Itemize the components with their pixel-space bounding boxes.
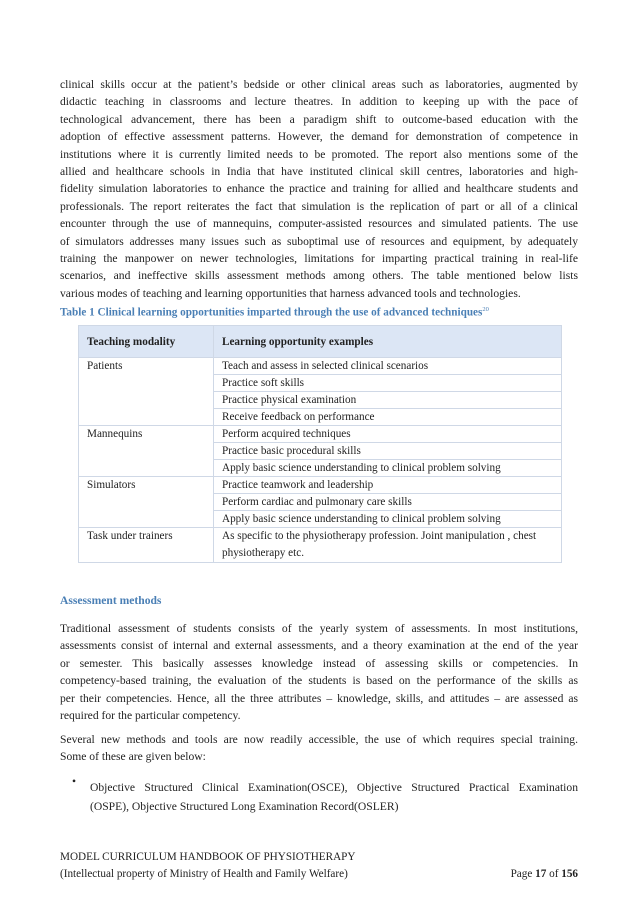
current-page: 17 (535, 868, 547, 880)
modality-cell: Mannequins (79, 426, 214, 443)
text-line: various modes of teaching and learning opportunities that harness advanced tools and technologies. (60, 286, 521, 300)
text-line: competency-based training, the evaluation of the students is based on the performance of the skills as (60, 674, 578, 688)
modality-cell-empty (79, 494, 214, 511)
table-row (79, 528, 562, 563)
table-caption (60, 306, 489, 319)
example-cell: Apply basic science understanding to clinical problem solving (214, 460, 562, 477)
text-line: technological advancement, there has been a paradigm shift to outcome-based education with the (60, 112, 578, 126)
example-cell: Apply basic science understanding to clinical problem solving (214, 511, 562, 528)
table-row (79, 443, 562, 460)
page-footer (60, 849, 578, 883)
text-line: encounter through the use of mannequins, computer-assisted resources and simulated patients. The use (60, 217, 578, 231)
example-cell: Receive feedback on performance (214, 409, 562, 426)
table-row (79, 494, 562, 511)
text-line: scenarios, and ineffective skills assessment methods among others. The table mentioned below lists (60, 269, 578, 283)
text-line: or semester. This basically assesses knowledge instead of assessing skills or competencies. In (60, 656, 578, 670)
text-line: institutions where it is currently limited needs to be promoted. The report also mentions some of the (60, 147, 578, 161)
footer-title: MODEL CURRICULUM HANDBOOK OF PHYSIOTHERAPY (60, 851, 356, 863)
text-line: of simulators addresses many issues such as suboptimal use of resources and equipment, by adequately (60, 234, 578, 248)
text-line: (OSPE), Objective Structured Long Examination Record(OSLER) (90, 800, 399, 813)
example-cell: Practice teamwork and leadership (214, 477, 562, 494)
modality-cell-empty (79, 511, 214, 528)
bullet-item (90, 778, 578, 816)
bullet-symbol: • (72, 775, 77, 788)
table-row (79, 392, 562, 409)
text-line: Traditional assessment of students consists of the yearly system of assessments. In most institutions, (60, 622, 578, 635)
modality-cell-empty (79, 392, 214, 409)
text-line: clinical skills occur at the patient’s bedside or other clinical areas such as laboratories, augmented by (60, 78, 578, 91)
modality-cell: Simulators (79, 477, 214, 494)
modality-cell: Task under trainers (79, 528, 214, 563)
header-learning-opportunity: Learning opportunity examples (214, 326, 562, 358)
table-row (79, 375, 562, 392)
table-row (79, 426, 562, 443)
assessment-paragraph-2 (60, 731, 578, 766)
example-cell: Practice soft skills (214, 375, 562, 392)
text-line: training the manpower on newer technologies, limitations for imparting practical training in real-life (60, 252, 578, 266)
table-row (79, 477, 562, 494)
of-word: of (549, 868, 559, 880)
text-line: Several new methods and tools are now readily accessible, the use of which requires special training. (60, 733, 578, 746)
modality-cell-empty (79, 375, 214, 392)
text-line: Objective Structured Clinical Examination(OSCE), Objective Structured Practical Examination (90, 781, 578, 794)
page-number (511, 866, 578, 883)
table-row (79, 460, 562, 477)
assessment-methods-heading: Assessment methods (60, 594, 162, 607)
intro-paragraph (60, 76, 578, 302)
example-cell: Perform cardiac and pulmonary care skills (214, 494, 562, 511)
text-line: required for the particular competency. (60, 709, 241, 723)
text-line: professionals. The report reiterates the fact that simulation is the replication of part or all of a clinical (60, 199, 578, 213)
table-header-row (79, 326, 562, 358)
table-body (79, 358, 562, 563)
page-word: Page (510, 868, 533, 880)
modality-cell: Patients (79, 358, 214, 375)
text-line: Some of these are given below: (60, 750, 206, 764)
learning-opportunities-table (78, 325, 562, 563)
example-cell: As specific to the physiotherapy profession. Joint manipulation , chest physiotherapy etc. (214, 528, 562, 563)
table-caption-reference: 20 (482, 306, 489, 313)
text-line: fidelity simulation laboratories to enhance the practice and training for allied and healthcare students and (60, 182, 578, 196)
example-cell: Practice basic procedural skills (214, 443, 562, 460)
table-caption-text: Table 1 Clinical learning opportunities imparted through the use of advanced techniques (60, 306, 483, 319)
modality-cell-empty (79, 443, 214, 460)
example-cell: Perform acquired techniques (214, 426, 562, 443)
example-cell: Practice physical examination (214, 392, 562, 409)
assessment-paragraph-1 (60, 620, 578, 724)
total-pages: 156 (561, 868, 578, 880)
modality-cell-empty (79, 460, 214, 477)
text-line: adoption of effective assessment patterns. However, the demand for demonstration of competence in (60, 130, 578, 144)
table-row (79, 511, 562, 528)
modality-cell-empty (79, 409, 214, 426)
text-line: didactic teaching in classrooms and lecture theatres. In addition to keeping up with the pace of (60, 95, 578, 109)
text-line: assessments consist of internal and external assessments, and a theory examination at the end of the year (60, 639, 578, 653)
footer-subtitle: (Intellectual property of Ministry of Health and Family Welfare) (60, 868, 348, 880)
text-line: allied and healthcare schools in India that have instituted clinical skill centres, laboratories and high- (60, 165, 578, 179)
table-row (79, 409, 562, 426)
example-cell: Teach and assess in selected clinical scenarios (214, 358, 562, 375)
text-line: per their competencies. Hence, all the three attributes – knowledge, skills, and attitudes – are assessed as (60, 691, 578, 705)
header-teaching-modality: Teaching modality (79, 326, 214, 358)
table-row (79, 358, 562, 375)
